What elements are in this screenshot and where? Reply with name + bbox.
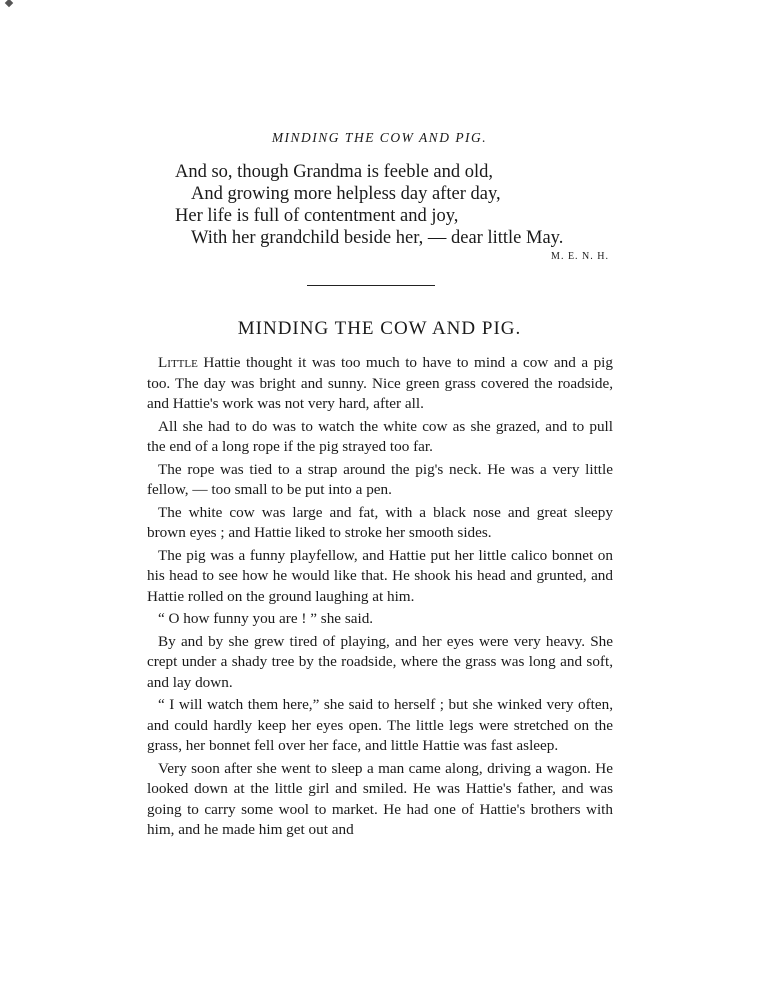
poem-line: And so, though Grandma is feeble and old, [175,162,494,182]
poem-line: With her grandchild beside her, — dear little May. [191,228,564,248]
running-head: MINDING THE COW AND PIG. [271,130,488,145]
poem-line: And growing more helpless day after day, [191,184,501,204]
paragraph-text: Hattie thought it was too much to have to mind a cow and a pig too. The day was bright and sunny. Nice green grass covered the roadside, and Hattie's work was not very hard, after all. [147,354,613,413]
story-title: MINDING THE COW AND PIG. [237,318,522,339]
story-paragraph: The rope was tied to a strap around the pig's neck. He was a very little fellow, — too small to be put into a pen. [147,460,613,499]
story-paragraph: By and by she grew tired of playing, and her eyes were very heavy. She crept under a shady tree by the roadside, where the grass was long and soft, and lay down. [147,632,613,691]
story-body [147,353,613,843]
section-divider [307,285,435,286]
story-paragraph: All she had to do was to watch the white cow as she grazed, and to pull the end of a long rope if the pig strayed too far. [147,417,613,456]
story-paragraph: Very soon after she went to sleep a man came along, driving a wagon. He looked down at the little girl and smiled. He was Hattie's father, and was going to carry some wool to market. He had one of Hattie's brothers with him, and he made him get out and [147,759,613,839]
story-paragraph: “ O how funny you are ! ” she said. [158,610,374,628]
story-paragraph [147,353,613,415]
story-paragraph: The pig was a funny playfellow, and Hattie put her little calico bonnet on his head to see how he would like that. He shook his head and grunted, and Hattie rolled on the ground laughing at him. [147,546,613,605]
story-paragraph: The white cow was large and fat, with a black nose and great sleepy brown eyes ; and Hattie liked to stroke her smooth sides. [147,503,613,542]
corner-mark [5,0,13,7]
poem-signature: M. E. N. H. [551,251,609,262]
opening-word: Little [158,354,198,371]
poem-line: Her life is full of contentment and joy, [175,206,459,226]
story-paragraph: “ I will watch them here,” she said to herself ; but she winked very often, and could hardly keep her eyes open. The little legs were stretched on the grass, her bonnet fell over her face, and little Hattie was fast asleep. [147,696,613,755]
